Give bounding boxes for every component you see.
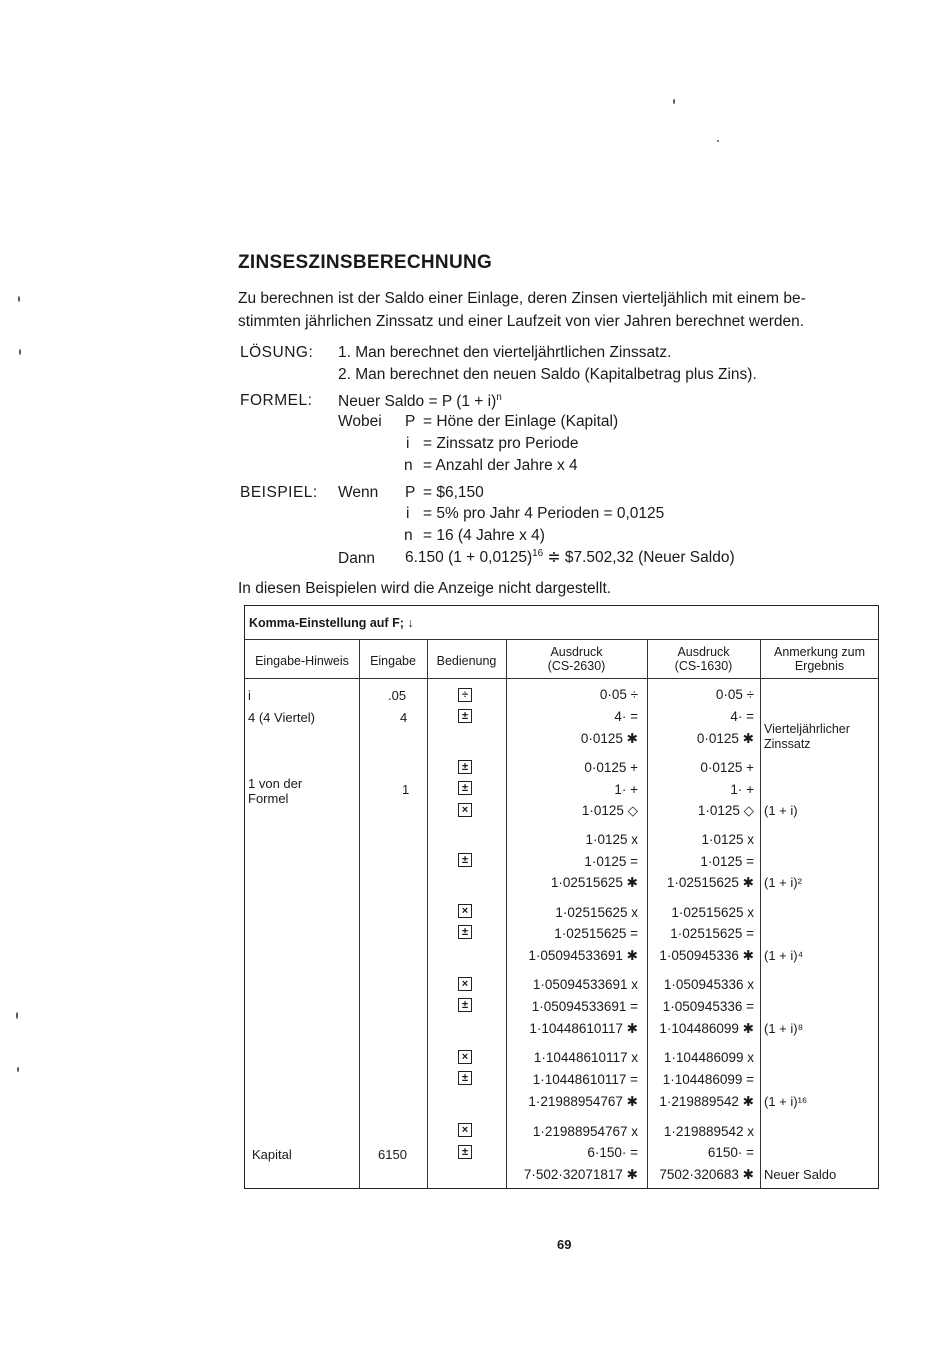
print2-line: 1·219889542 x <box>663 1124 754 1139</box>
table-rule <box>760 639 761 1189</box>
print1-line: 0·0125 ✱ <box>580 731 638 746</box>
print1-line: 1·05094533691 x <box>532 977 638 992</box>
print1-line: 4· = <box>614 709 638 724</box>
print1-line: 1· + <box>614 782 638 797</box>
input-cell: 1 <box>402 782 410 797</box>
equals-plus-key-icon: ± <box>458 998 472 1012</box>
print2-line: 0·0125 + <box>700 760 754 775</box>
equals-plus-key-icon: ± <box>458 1145 472 1159</box>
table-rule <box>359 639 360 1189</box>
print1-line: 1·02515625 x <box>555 905 638 920</box>
intro-line-2: stimmten jährlichen Zinssatz und einer Laufzeit von vier Jahren berechnet werden. <box>238 313 805 330</box>
print2-line: 7502·320683 ✱ <box>659 1167 754 1182</box>
divide-key-icon: ÷ <box>458 688 472 702</box>
beispiel-n-var: n <box>404 527 413 544</box>
table-rule <box>647 639 648 1189</box>
multiply-key-icon: × <box>458 1050 472 1064</box>
equals-plus-key-icon: ± <box>458 760 472 774</box>
loesung-step-1: 1. Man berechnet den vierteljährtlichen Zinssatz. <box>338 344 672 361</box>
print2-line: 0·05 ÷ <box>715 687 754 702</box>
print2-line: 1·104486099 = <box>662 1072 754 1087</box>
header-print1-b: (CS-2630) <box>547 659 606 673</box>
print2-line: 1·050945336 = <box>662 999 754 1014</box>
formel-n-var: n <box>404 457 413 474</box>
scan-speck <box>19 349 21 355</box>
beispiel-p-var: P <box>405 484 416 501</box>
intro-line-1: Zu berechnen ist der Saldo einer Einlage, deren Zinsen vierteljählich mit einem be- <box>238 290 806 307</box>
print1-line: 1·02515625 = <box>554 926 638 941</box>
beispiel-dann: Dann <box>338 550 376 567</box>
equals-plus-key-icon: ± <box>458 709 472 723</box>
formel-i-def: = Zinssatz pro Periode <box>423 435 579 452</box>
print1-line: 6·150· = <box>587 1145 638 1160</box>
print1-line: 1·21988954767 x <box>532 1124 638 1139</box>
equals-plus-key-icon: ± <box>458 1071 472 1085</box>
hint-cell: i <box>248 688 251 703</box>
header-remark-b: Ergebnis <box>794 659 845 673</box>
beispiel-n-val: = 16 (4 Jahre x 4) <box>423 527 545 544</box>
header-hint: Eingabe-Hinweis <box>255 654 349 668</box>
print2-line: 1·02515625 x <box>671 905 754 920</box>
print2-line: 1·02515625 ✱ <box>666 875 754 890</box>
formel-label: FORMEL: <box>240 392 313 409</box>
formel-i-var: i <box>406 435 410 452</box>
header-print2-b: (CS-1630) <box>674 659 733 673</box>
header-print1-a: Ausdruck <box>550 645 603 659</box>
remark-cell: Neuer Saldo <box>764 1167 837 1182</box>
print2-line: 1·0125 x <box>701 832 754 847</box>
print1-line: 1·0125 x <box>585 832 638 847</box>
print1-line: 1·10448610117 = <box>532 1072 638 1087</box>
print1-line: 1·05094533691 = <box>531 999 638 1014</box>
print2-line: 1·050945336 x <box>663 977 754 992</box>
scan-speck <box>673 99 675 104</box>
input-cell: 4 <box>400 710 408 725</box>
print1-line: 0·0125 + <box>584 760 638 775</box>
print2-line: 1·02515625 = <box>670 926 754 941</box>
beispiel-label: BEISPIEL: <box>240 484 318 501</box>
print1-line: 1·21988954767 ✱ <box>528 1094 638 1109</box>
print2-line: 1·219889542 ✱ <box>659 1094 754 1109</box>
print2-line: 1· + <box>730 782 754 797</box>
print1-line: 0·05 ÷ <box>599 687 638 702</box>
header-input: Eingabe <box>370 654 416 668</box>
remark-cell: (1 + i) <box>764 803 798 818</box>
print1-line: 1·0125 ◇ <box>581 803 638 818</box>
hint-cell: 4 (4 Viertel) <box>248 710 315 725</box>
hint-cell: 1 von der <box>248 776 303 791</box>
equals-plus-key-icon: ± <box>458 781 472 795</box>
print2-line: 1·050945336 ✱ <box>659 948 754 963</box>
multiply-key-icon: × <box>458 904 472 918</box>
scan-speck <box>717 140 719 142</box>
print2-line: 1·0125 = <box>700 854 754 869</box>
hint-cell: Kapital <box>252 1147 292 1162</box>
loesung-step-2: 2. Man berechnet den neuen Saldo (Kapitalbetrag plus Zins). <box>338 366 757 383</box>
page-number: 69 <box>557 1237 572 1252</box>
print2-line: 1·0125 ◇ <box>697 803 754 818</box>
multiply-key-icon: × <box>458 1123 472 1137</box>
print1-line: 1·0125 = <box>584 854 638 869</box>
beispiel-i-var: i <box>406 505 410 522</box>
remark-cell: Zinssatz <box>764 737 811 751</box>
print2-line: 6150· = <box>707 1145 754 1160</box>
print2-line: 1·104486099 ✱ <box>659 1021 754 1036</box>
input-cell: .05 <box>388 688 407 703</box>
print2-line: 4· = <box>730 709 754 724</box>
header-remark-a: Anmerkung zum <box>773 645 865 659</box>
print1-line: 7·502·32071817 ✱ <box>523 1167 638 1182</box>
table-rule <box>506 639 507 1189</box>
header-op: Bedienung <box>436 654 497 668</box>
formel-p-var: P <box>405 413 416 430</box>
print2-line: 0·0125 ✱ <box>696 731 754 746</box>
remark-cell: (1 + i)⁸ <box>764 1021 804 1036</box>
loesung-label: LÖSUNG: <box>240 344 314 361</box>
page-title: ZINSESZINSBERECHNUNG <box>238 252 493 273</box>
print1-line: 1·05094533691 ✱ <box>528 948 638 963</box>
multiply-key-icon: × <box>458 977 472 991</box>
table-setting: Komma-Einstellung auf F; ↓ <box>249 616 414 630</box>
scan-speck <box>17 1067 19 1072</box>
hint-cell: Formel <box>248 791 289 806</box>
formel-line: Neuer Saldo = P $(1 + i)^n$ <box>338 392 502 411</box>
table-rule <box>427 639 428 1189</box>
equals-plus-key-icon: ± <box>458 925 472 939</box>
remark-cell: (1 + i)² <box>764 875 802 890</box>
formel-n-def: = Anzahl der Jahre x 4 <box>423 457 578 474</box>
print1-line: 1·10448610117 x <box>533 1050 638 1065</box>
table-rule <box>244 678 879 679</box>
scan-speck <box>16 1012 18 1019</box>
note-text: In diesen Beispielen wird die Anzeige nicht dargestellt. <box>238 580 612 597</box>
equals-plus-key-icon: ± <box>458 853 472 867</box>
beispiel-p-val: = $6,150 <box>423 484 484 501</box>
table-rule <box>244 639 879 640</box>
scan-speck <box>18 296 20 302</box>
formel-p-def: = Höne der Einlage (Kapital) <box>423 413 619 430</box>
input-cell: 6150 <box>378 1147 407 1162</box>
remark-cell: Vierteljährlicher <box>764 722 850 736</box>
beispiel-i-val: = 5% pro Jahr 4 Perioden = 0,0125 <box>423 505 665 522</box>
print1-line: 1·02515625 ✱ <box>550 875 638 890</box>
header-print2-a: Ausdruck <box>677 645 730 659</box>
formel-wobei: Wobei <box>338 413 382 430</box>
print2-line: 1·104486099 x <box>663 1050 754 1065</box>
multiply-key-icon: × <box>458 803 472 817</box>
beispiel-result: 6.150 $(1 + 0,0125)^{16}$ ≑ $7.502,32 (Neuer Saldo) <box>405 548 735 567</box>
print1-line: 1·10448610117 ✱ <box>529 1021 638 1036</box>
beispiel-wenn: Wenn <box>338 484 379 501</box>
remark-cell: (1 + i)¹⁶ <box>764 1094 808 1109</box>
remark-cell: (1 + i)⁴ <box>764 948 804 963</box>
